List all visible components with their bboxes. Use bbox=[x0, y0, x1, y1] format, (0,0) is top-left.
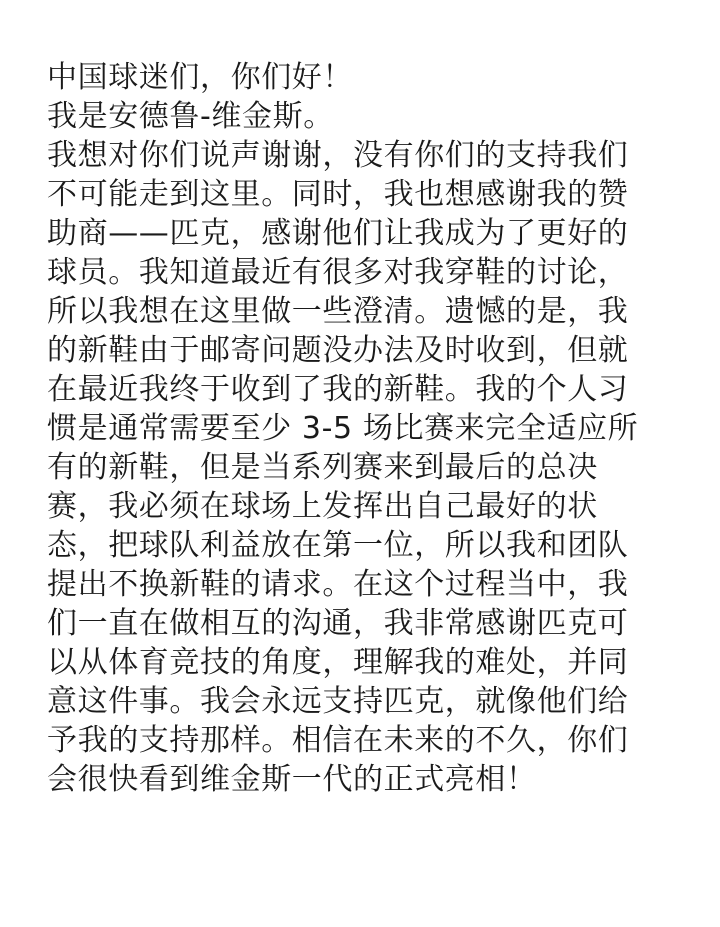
letter-line: 赛，我必须在球场上发挥出自己最好的状 bbox=[47, 489, 598, 524]
letter-line: 我想对你们说声谢谢，没有你们的支持我们 bbox=[47, 138, 629, 173]
letter-line: 的新鞋由于邮寄问题没办法及时收到，但就 bbox=[47, 333, 629, 368]
letter-intro: 我是安德鲁-维金斯。 bbox=[47, 99, 334, 134]
letter-line: 态，把球队利益放在第一位，所以我和团队 bbox=[47, 528, 629, 563]
letter-line: 予我的支持那样。相信在未来的不久，你们 bbox=[47, 723, 629, 758]
letter-line: 惯是通常需要至少 3-5 场比赛来完全适应所 bbox=[47, 411, 639, 446]
letter-line: 意这件事。我会永远支持匹克，就像他们给 bbox=[47, 684, 629, 719]
letter-line: 助商——匹克，感谢他们让我成为了更好的 bbox=[47, 216, 629, 251]
letter-line: 以从体育竞技的角度，理解我的难处，并同 bbox=[47, 645, 629, 680]
letter-greeting: 中国球迷们，你们好！ bbox=[47, 60, 353, 95]
letter-closing: 会很快看到维金斯一代的正式亮相！ bbox=[47, 762, 537, 797]
letter-line: 提出不换新鞋的请求。在这个过程当中，我 bbox=[47, 567, 629, 602]
letter-line: 所以我想在这里做一些澄清。遗憾的是，我 bbox=[47, 294, 629, 329]
letter-line: 有的新鞋，但是当系列赛来到最后的总决 bbox=[47, 450, 598, 485]
letter-line: 在最近我终于收到了我的新鞋。我的个人习 bbox=[47, 372, 629, 407]
letter-body bbox=[47, 58, 700, 799]
letter-line: 球员。我知道最近有很多对我穿鞋的讨论， bbox=[47, 255, 629, 290]
letter-line: 们一直在做相互的沟通，我非常感谢匹克可 bbox=[47, 606, 629, 641]
letter-line: 不可能走到这里。同时，我也想感谢我的赞 bbox=[47, 177, 629, 212]
